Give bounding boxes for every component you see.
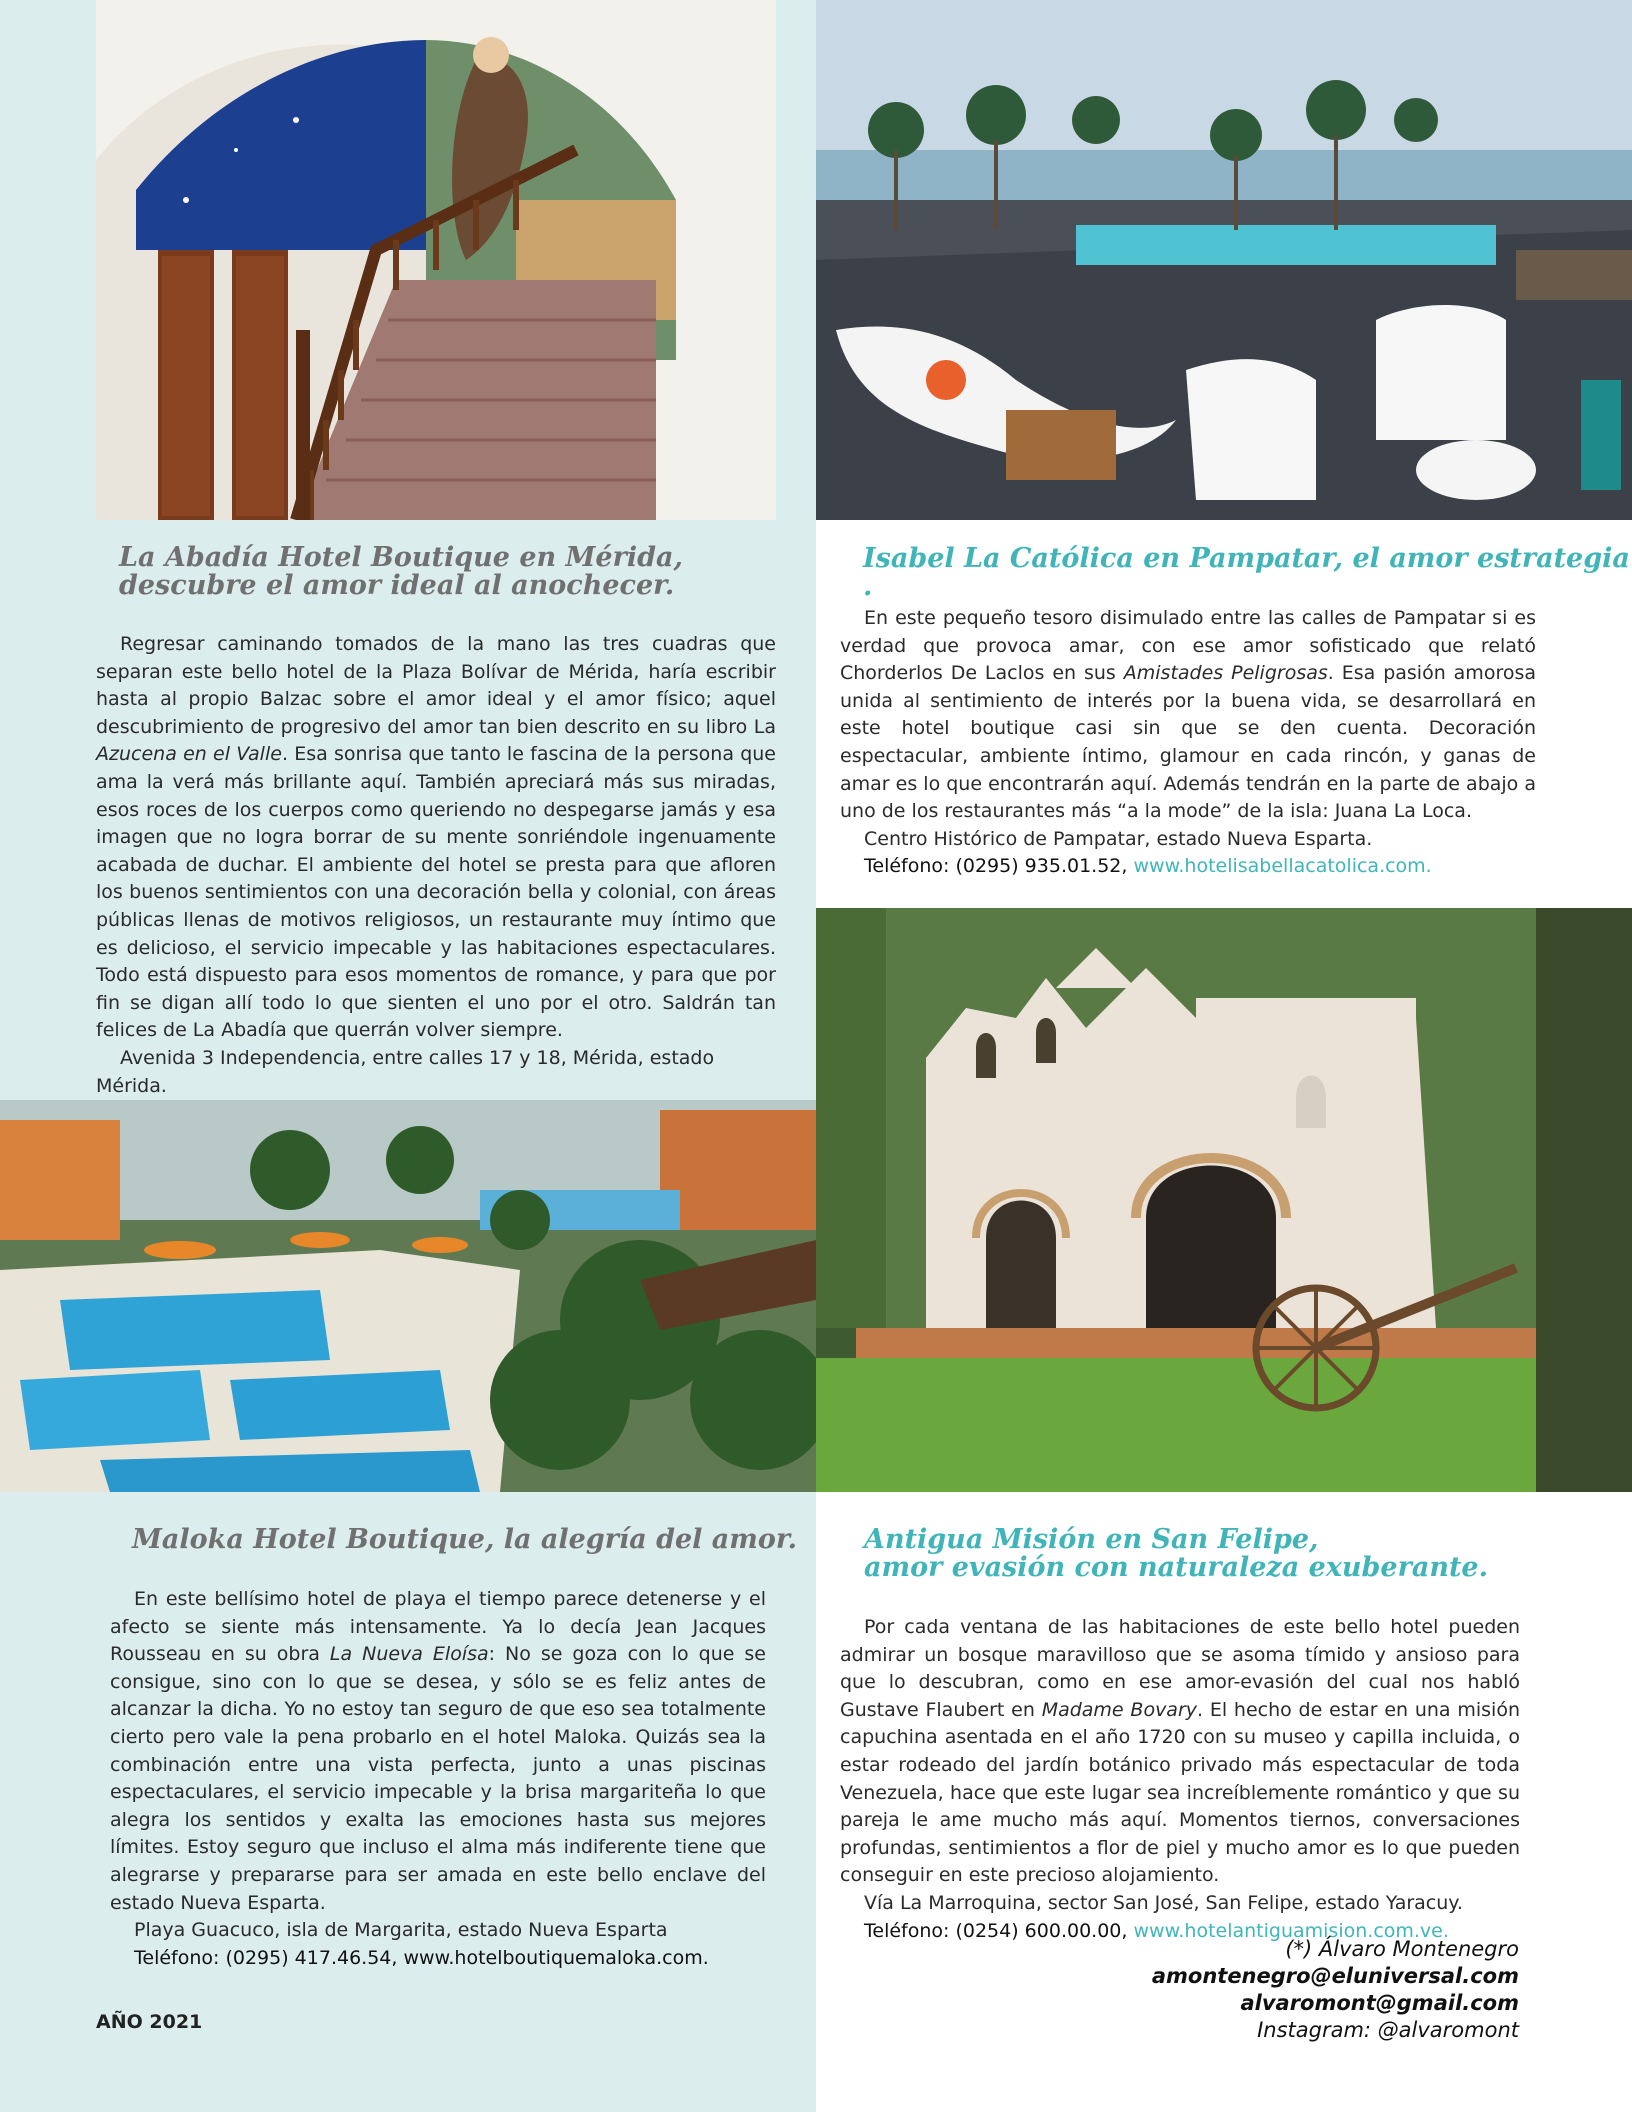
maloka-book-title: La Nueva Eloísa (329, 1643, 489, 1666)
mision-p1-rest: . El hecho de estar en una misión capuchina asentada en el año 1720 con su museo y capilla incluida, o estar rodeado del jardín botánico privado más espectacular de toda Venezuela, hace que este lugar sea increíblemente romántico y que su pareja le ame mucho más aquí. Momentos tiernos, conversaciones profundas, sentimientos a flor de piel y mucho amor es lo que pueden conseguir en este precioso alojamiento. (840, 1698, 1520, 1887)
abadia-book-title: Azucena en el Valle (96, 743, 282, 766)
maloka-pool-photo (0, 1100, 816, 1492)
mision-title-line2: amor evasión con naturaleza exuberante. (864, 1552, 1489, 1583)
maloka-p1-rest: : No se goza con lo que se consigue, sino con lo que se desea, y sólo se es feliz antes de alcanzar la dicha. Yo no estoy tan seguro de que eso sea totalmente cierto pero vale la pena probarlo en el hotel Maloka. Quizás sea la combinación entre una vista perfecta, junto a unas piscinas espectaculares, el servicio impecable y la brisa margariteña lo que alegra los sentidos y exalta las emociones hasta sus mejores límites. Estoy seguro que incluso el alma más indiferente tiene que alegrarse y prepararse para ser amada en este bello enclave del estado Nueva Esparta. (110, 1643, 766, 1914)
mision-p1: Por cada ventana de las habitaciones de este bello hotel pueden admirar un bosque maravilloso que se asoma tímido y ansioso para que lo descubran, como en ese amor-evasión del cual nos habló Gustave Flaubert en (840, 1616, 1520, 1721)
maloka-website-link[interactable]: www.hotelboutiquemaloka.com. (403, 1946, 709, 1969)
isabel-phone-label: Teléfono: (864, 855, 950, 878)
abadia-title (119, 544, 683, 600)
mision-title (864, 1526, 1488, 1582)
maloka-title (132, 1526, 797, 1554)
abadia-title-line2: descubre el amor ideal al anochecer. (119, 570, 675, 601)
isabel-paragraph (840, 605, 1536, 826)
mision-chapel-photo (816, 908, 1632, 1492)
maloka-title-text: Maloka Hotel Boutique, la alegría del amor. (132, 1524, 798, 1555)
mision-phone-label: Teléfono: (864, 1919, 950, 1942)
mision-title-line1: Antigua Misión en San Felipe, (864, 1524, 1319, 1555)
mision-phone-number: (0254) 600.00.00, (955, 1919, 1128, 1942)
abadia-p1-rest: . Esa sonrisa que tanto le fascina de la persona que ama la verá más brillante aquí. También apreciará más sus miradas, esos roces de los cuerpos como queriendo no despegarse jamás y esa imagen que no logra borrar de su mente sonriéndole ingenuamente acabada de duchar. El ambiente del hotel se presta para que afloren los buenos sentimientos con una decoración bella y colonial, con áreas públicas llenas de motivos religiosos, un restaurante muy íntimo que es delicioso, el servicio impecable y las habitaciones espectaculares. Todo está dispuesto para esos momentos de romance, y para que por fin se digan allí todo lo que sienten el uno por el otro. Saldrán tan felices de La Abadía que querrán volver siempre. (96, 743, 776, 1042)
isabel-body (840, 605, 1536, 881)
isabel-website-link[interactable]: www.hotelisabellacatolica.com. (1133, 855, 1432, 878)
isabel-p1: En este pequeño tesoro disimulado entre las calles de Pampatar si es verdad que provoca amar, con ese amor sofisticado que relató Chorderlos De Laclos en sus (840, 607, 1536, 685)
isabel-address: Centro Histórico de Pampatar, estado Nueva Esparta. (864, 827, 1373, 850)
isabel-phone-number: (0295) 935.01.52, (955, 855, 1128, 878)
author-signature (1152, 1936, 1519, 2044)
author-email-secondary[interactable]: alvaromont@gmail.com (1240, 1991, 1519, 2015)
mision-address: Vía La Marroquina, sector San José, San Felipe, estado Yaracuy. (864, 1891, 1463, 1914)
maloka-address: Playa Guacuco, isla de Margarita, estado Nueva Esparta (134, 1919, 668, 1942)
author-instagram[interactable]: Instagram: @alvaromont (1257, 2018, 1519, 2042)
mision-body (840, 1614, 1520, 1945)
isabel-title (863, 545, 1632, 601)
isabel-book-title: Amistades Peligrosas (1123, 662, 1328, 685)
maloka-phone-line (110, 1945, 766, 1973)
mision-website-link[interactable]: www.hotelantiguamision.com.ve. (1133, 1919, 1449, 1942)
abadia-paragraph (96, 631, 776, 1045)
mision-paragraph (840, 1614, 1520, 1890)
maloka-paragraph (110, 1586, 766, 1917)
abadia-p1: Regresar caminando tomados de la mano las tres cuadras que separan este bello hotel de la Plaza Bolívar de Mérida, haría escribir hasta al propio Balzac sobre el amor ideal y el amor físico; aquel descubrimiento de progresivo del amor tan bien descrito en su libro La (96, 633, 776, 738)
isabel-p1-rest: . Esa pasión amorosa unida al sentimiento de interés por la buena vida, se desarrollará en este hotel boutique casi sin que se den cuenta. Decoración espectacular, ambiente íntimo, glamour en cada rincón, y ganas de amar es lo que encontrarán aquí. Además tendrán en la parte de abajo a uno de los restaurantes más “a la mode” de la isla: Juana La Loca. (840, 662, 1537, 823)
author-email-primary[interactable]: amontenegro@eluniversal.com (1151, 1964, 1519, 1988)
abadia-body (96, 631, 776, 1128)
isabel-title-text: Isabel La Católica en Pampatar, el amor estrategia . (863, 543, 1630, 602)
maloka-p1: En este bellísimo hotel de playa el tiempo parece detenerse y el afecto se siente más intensamente. Ya lo decía Jean Jacques Rousseau en su obra (110, 1588, 766, 1666)
mision-book-title: Madame Bovary (1041, 1698, 1198, 1721)
abadia-title-line1: La Abadía Hotel Boutique en Mérida, (119, 542, 683, 573)
isabel-terrace-photo (816, 0, 1632, 520)
abadia-address: Avenida 3 Independencia, entre calles 17 y 18, Mérida, estado Mérida. (96, 1046, 715, 1097)
maloka-phone-label: Teléfono: (134, 1946, 220, 1969)
footer-year: AÑO 2021 (96, 2011, 203, 2033)
abadia-staircase-photo (96, 0, 776, 520)
author-name: (*) Álvaro Montenegro (1285, 1937, 1519, 1961)
isabel-phone-line (840, 853, 1536, 881)
maloka-body (110, 1586, 766, 1972)
maloka-phone-number: (0295) 417.46.54, (225, 1946, 398, 1969)
